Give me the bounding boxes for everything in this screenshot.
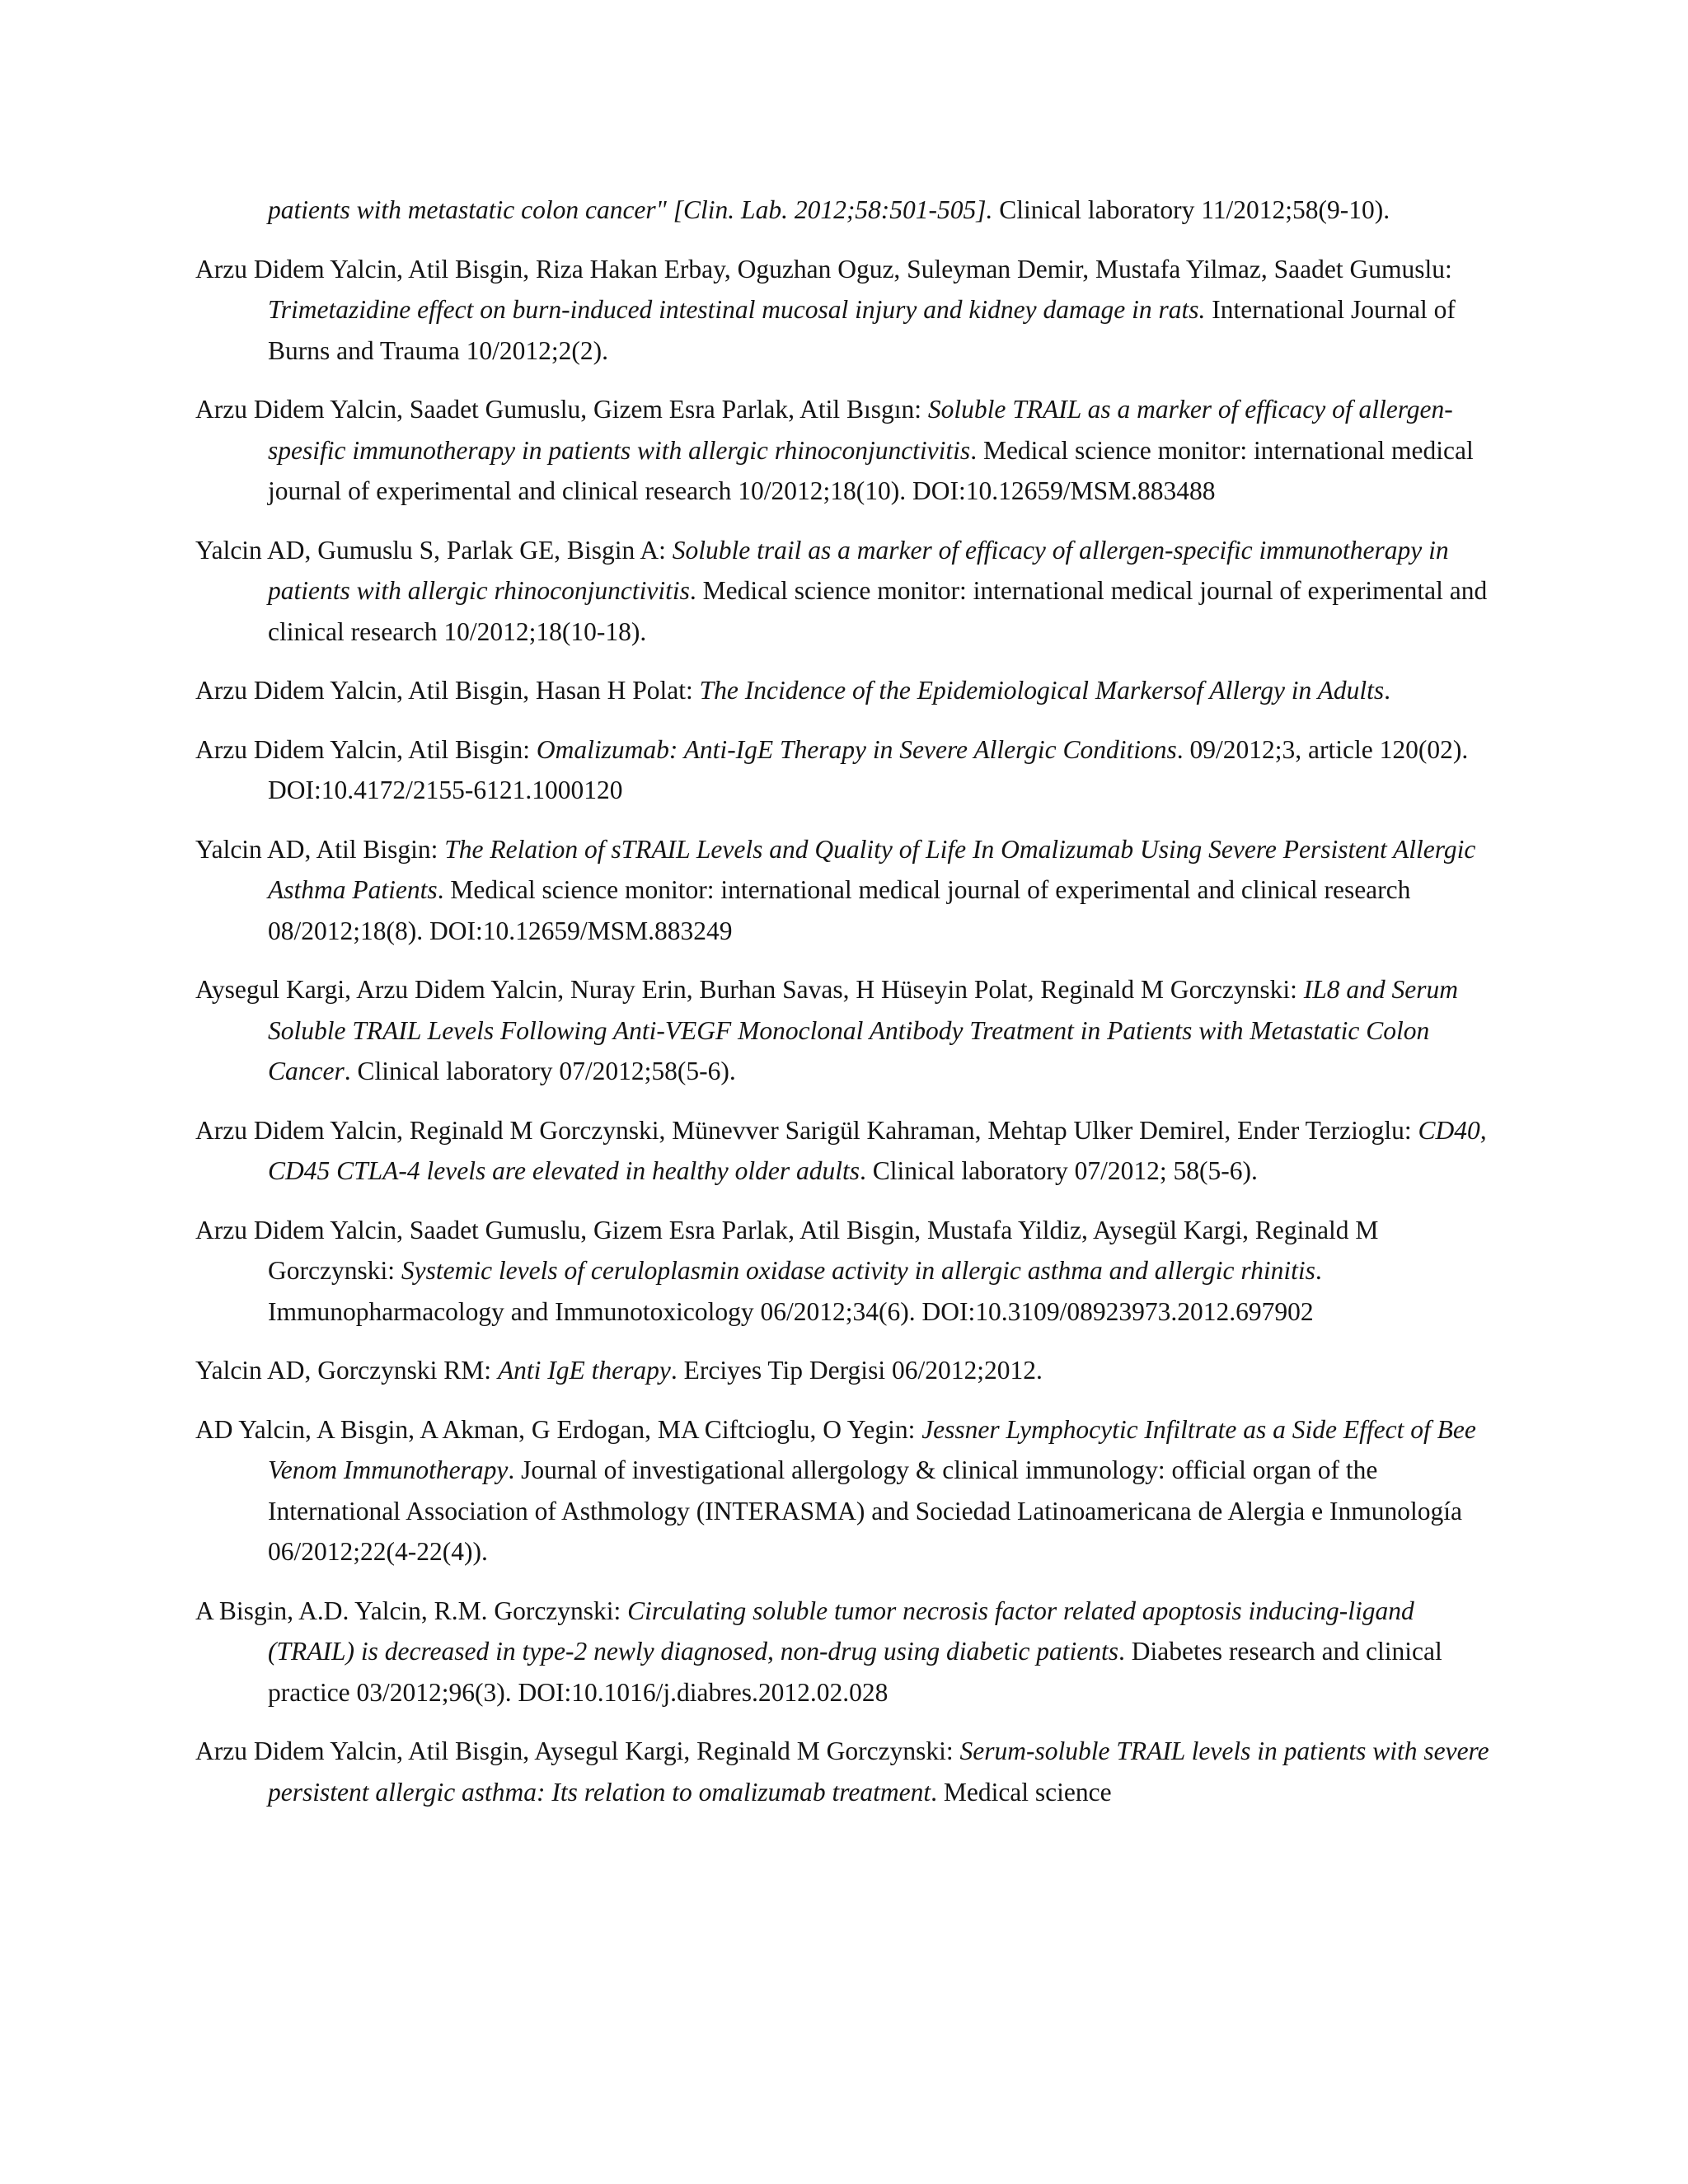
reference-title: Trimetazidine effect on burn-induced intestinal mucosal injury and kidney damage in rats. bbox=[268, 295, 1206, 324]
reference-item bbox=[195, 389, 1489, 512]
reference-title: Soluble trail as a marker of efficacy of allergen-specific immunotherapy in patients with allergic rhinoconjunctivitis bbox=[268, 535, 1449, 605]
reference-source: International Journal of Burns and Trauma 10/2012;2(2). bbox=[268, 295, 1456, 365]
reference-title: The Relation of sTRAIL Levels and Quality of Life In Omalizumab Using Severe Persistent Allergic Asthma Patients bbox=[268, 834, 1476, 904]
reference-authors: Arzu Didem Yalcin, Atil Bisgin, Riza Hakan Erbay, Oguzhan Oguz, Suleyman Demir, Mustafa Yilmaz, Saadet Gumuslu: bbox=[195, 254, 1452, 284]
reference-item bbox=[195, 1731, 1489, 1812]
reference-title: Jessner Lymphocytic Infiltrate as a Side Effect of Bee Venom Immunotherapy bbox=[268, 1414, 1476, 1484]
reference-authors: AD Yalcin, A Bisgin, A Akman, G Erdogan, MA Ciftcioglu, O Yegin: bbox=[195, 1414, 922, 1444]
reference-authors: Yalcin AD, Gumuslu S, Parlak GE, Bisgin A: bbox=[195, 535, 673, 565]
reference-item bbox=[195, 969, 1489, 1092]
reference-item bbox=[195, 1350, 1489, 1391]
reference-source: . 09/2012;3, article 120(02). DOI:10.4172/2155-6121.1000120 bbox=[268, 734, 1469, 804]
reference-item bbox=[195, 1210, 1489, 1333]
reference-source: . Clinical laboratory 07/2012; 58(5-6). bbox=[859, 1156, 1258, 1185]
reference-source: . Medical science bbox=[931, 1777, 1112, 1807]
reference-authors: A Bisgin, A.D. Yalcin, R.M. Gorczynski: bbox=[195, 1596, 628, 1625]
reference-source: . Medical science monitor: international medical journal of experimental and clinical research 08/2012;18(8). DOI:10.12659/MSM.883249 bbox=[268, 875, 1411, 945]
reference-authors: Arzu Didem Yalcin, Saadet Gumuslu, Gizem Esra Parlak, Atil Bisgin, Mustafa Yildiz, Aysegül Kargi, Reginald M Gorczynski: bbox=[195, 1215, 1379, 1285]
reference-source: Clinical laboratory 11/2012;58(9-10). bbox=[992, 195, 1390, 224]
reference-title: Omalizumab: Anti-IgE Therapy in Severe Allergic Conditions bbox=[536, 734, 1177, 764]
reference-item bbox=[195, 1409, 1489, 1572]
reference-source: . Erciyes Tip Dergisi 06/2012;2012. bbox=[670, 1356, 1043, 1385]
reference-item bbox=[195, 530, 1489, 653]
reference-title: Systemic levels of ceruloplasmin oxidase activity in allergic asthma and allergic rhinitis bbox=[401, 1256, 1315, 1285]
reference-source: . Medical science monitor: international medical journal of experimental and clinical research 10/2012;18(10). DOI:10.12659/MSM.883488 bbox=[268, 435, 1474, 505]
reference-source: . Clinical laboratory 07/2012;58(5-6). bbox=[344, 1057, 736, 1085]
reference-authors: Arzu Didem Yalcin, Reginald M Gorczynski, Münevver Sarigül Kahraman, Mehtap Ulker Demirel, Ender Terzioglu: bbox=[195, 1115, 1418, 1145]
reference-authors: Arzu Didem Yalcin, Atil Bisgin, Aysegul Kargi, Reginald M Gorczynski: bbox=[195, 1736, 960, 1765]
reference-item bbox=[195, 670, 1489, 711]
reference-source: . Journal of investigational allergology & clinical immunology: official organ of the International Association of Asthmology (INTERASMA) and Sociedad Latinoamericana de Alergia e Inmunología 06/2012;22(4-22(4)). bbox=[268, 1455, 1462, 1566]
reference-title: Circulating soluble tumor necrosis factor related apoptosis inducing-ligand (TRAIL) is decreased in type-2 newly diagnosed, non-drug using diabetic patients bbox=[268, 1596, 1414, 1666]
reference-list bbox=[195, 190, 1489, 1830]
reference-title: IL8 and Serum Soluble TRAIL Levels Following Anti-VEGF Monoclonal Antibody Treatment in Patients with Metastatic Colon Cancer bbox=[268, 975, 1458, 1085]
reference-item bbox=[195, 729, 1489, 811]
reference-authors: Yalcin AD, Atil Bisgin: bbox=[195, 834, 445, 864]
reference-item bbox=[195, 249, 1489, 372]
reference-authors: Arzu Didem Yalcin, Atil Bisgin, Hasan H Polat: bbox=[195, 676, 700, 705]
reference-authors: Arzu Didem Yalcin, Atil Bisgin: bbox=[195, 734, 537, 764]
reference-authors: Yalcin AD, Gorczynski RM: bbox=[195, 1356, 498, 1385]
reference-item bbox=[195, 190, 1489, 231]
reference-authors: Arzu Didem Yalcin, Saadet Gumuslu, Gizem Esra Parlak, Atil Bısgın: bbox=[195, 395, 928, 424]
reference-source: . Immunopharmacology and Immunotoxicology 06/2012;34(6). DOI:10.3109/08923973.2012.697902 bbox=[268, 1256, 1322, 1326]
reference-title: The Incidence of the Epidemiological Markersof Allergy in Adults bbox=[699, 676, 1385, 705]
reference-title: patients with metastatic colon cancer" [Clin. Lab. 2012;58:501-505]. bbox=[268, 195, 993, 224]
reference-item bbox=[195, 1110, 1489, 1192]
reference-title: Anti IgE therapy bbox=[497, 1356, 671, 1385]
reference-item bbox=[195, 829, 1489, 952]
reference-source: . bbox=[1384, 676, 1390, 705]
reference-title: CD40, CD45 CTLA-4 levels are elevated in healthy older adults bbox=[268, 1115, 1487, 1185]
reference-title: Soluble TRAIL as a marker of efficacy of allergen-spesific immunotherapy in patients with allergic rhinoconjunctivitis bbox=[268, 395, 1453, 465]
reference-title: Serum-soluble TRAIL levels in patients with severe persistent allergic asthma: Its relation to omalizumab treatment bbox=[268, 1736, 1489, 1807]
reference-item bbox=[195, 1591, 1489, 1713]
reference-source: . Medical science monitor: international medical journal of experimental and clinical research 10/2012;18(10-18). bbox=[268, 576, 1488, 646]
reference-authors: Aysegul Kargi, Arzu Didem Yalcin, Nuray Erin, Burhan Savas, H Hüseyin Polat, Reginald M Gorczynski: bbox=[195, 975, 1304, 1004]
reference-source: . Diabetes research and clinical practice 03/2012;96(3). DOI:10.1016/j.diabres.2012.02.028 bbox=[268, 1637, 1442, 1707]
